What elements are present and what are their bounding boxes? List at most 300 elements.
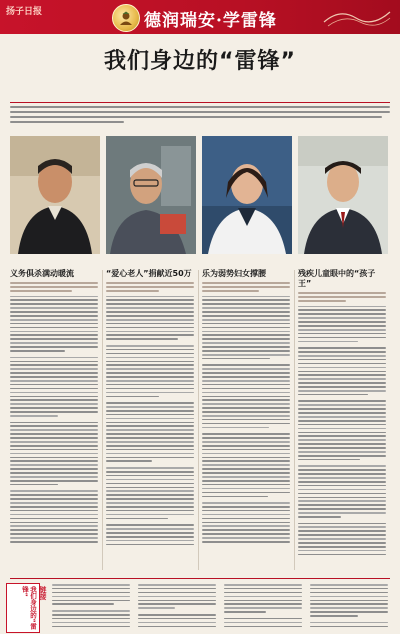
- text-line: [106, 315, 194, 317]
- text-line: [202, 403, 290, 405]
- text-line: [224, 611, 266, 613]
- text-line: [10, 372, 98, 374]
- text-line: [202, 334, 290, 336]
- text-line: [298, 523, 386, 525]
- text-line: [106, 471, 194, 473]
- story-title: 乐为弱势妇女撑腰: [202, 269, 266, 278]
- text-line: [106, 536, 194, 538]
- text-line: [10, 525, 98, 527]
- text-line: [202, 472, 290, 474]
- text-line: [106, 334, 194, 336]
- text-line: [10, 518, 98, 520]
- text-line: [202, 441, 290, 443]
- text-line: [10, 319, 98, 321]
- text-line: [298, 542, 386, 544]
- column-divider: [102, 270, 103, 570]
- text-line: [106, 429, 194, 431]
- text-line: [106, 460, 152, 462]
- text-line: [310, 626, 388, 628]
- story-quote: [10, 282, 98, 292]
- text-line: [202, 327, 290, 329]
- text-line: [10, 468, 98, 470]
- text-line: [10, 502, 98, 504]
- text-line: [298, 485, 386, 487]
- text-line: [106, 502, 194, 504]
- text-line: [10, 296, 98, 298]
- text-line: [10, 514, 98, 516]
- text-line: [298, 404, 386, 406]
- text-line: [224, 622, 302, 624]
- column-title: 德润瑞安·学雷锋: [144, 11, 277, 31]
- text-line: [106, 311, 194, 313]
- text-line: [106, 494, 194, 496]
- text-line: [298, 469, 386, 471]
- text-line: [10, 490, 98, 492]
- text-line: [106, 479, 194, 481]
- text-line: [106, 510, 194, 512]
- text-line: [202, 376, 290, 378]
- text-line: [106, 402, 194, 404]
- text-line: [106, 475, 194, 477]
- text-line: [298, 493, 386, 495]
- text-line: [298, 325, 386, 327]
- text-line: [10, 422, 98, 424]
- text-line: [52, 584, 130, 586]
- text-line: [106, 528, 194, 530]
- story-column: [10, 268, 98, 574]
- text-line: [202, 468, 290, 470]
- text-line: [106, 376, 194, 378]
- text-line: [202, 537, 290, 539]
- text-line: [106, 483, 194, 485]
- text-line: [298, 367, 386, 369]
- text-line: [106, 532, 194, 534]
- story-column: [106, 268, 194, 574]
- text-line: [52, 588, 130, 590]
- text-line: [10, 437, 98, 439]
- text-line: [138, 618, 216, 620]
- text-line: [10, 299, 98, 301]
- text-line: [10, 346, 98, 348]
- paper-name: 扬子日报: [6, 7, 43, 17]
- story-title: 义务俱杀满动暖流: [10, 269, 74, 278]
- text-line: [10, 323, 98, 325]
- text-line: [106, 372, 194, 374]
- text-line: [106, 487, 194, 489]
- text-line: [298, 516, 341, 518]
- text-line: [202, 437, 290, 439]
- text-line: [298, 435, 386, 437]
- text-line: [298, 378, 386, 380]
- text-line: [106, 445, 194, 447]
- text-line: [10, 407, 98, 409]
- text-line: [10, 364, 98, 366]
- text-line: [10, 380, 98, 382]
- text-line: [10, 311, 98, 313]
- text-line: [298, 317, 386, 319]
- text-line: [10, 392, 98, 394]
- text-line: [106, 514, 194, 516]
- text-line: [202, 411, 290, 413]
- text-line: [298, 459, 360, 461]
- text-line: [106, 361, 194, 363]
- text-line: [106, 518, 168, 520]
- text-line: [202, 396, 290, 398]
- text-line: [106, 327, 194, 329]
- text-line: [106, 380, 194, 382]
- text-line: [298, 538, 386, 540]
- text-line: [298, 416, 386, 418]
- text-line: [106, 388, 194, 390]
- text-line: [202, 488, 290, 490]
- text-line: [298, 337, 386, 339]
- text-line: [202, 415, 290, 417]
- text-line: [202, 457, 290, 459]
- text-line: [298, 546, 386, 548]
- text-line: [202, 476, 290, 478]
- story-body: [106, 296, 194, 546]
- related-label: 链接: [39, 586, 47, 600]
- text-line: [106, 353, 194, 355]
- text-line: [202, 354, 290, 356]
- text-line: [298, 333, 386, 335]
- text-line: [202, 392, 290, 394]
- text-line: [202, 419, 290, 421]
- text-line: [106, 349, 194, 351]
- text-line: [298, 371, 386, 373]
- text-line: [298, 477, 386, 479]
- text-line: [310, 588, 388, 590]
- text-line: [106, 425, 194, 427]
- text-line: [298, 451, 386, 453]
- text-line: [106, 540, 194, 542]
- text-line: [52, 600, 130, 602]
- text-line: [10, 303, 98, 305]
- text-line: [10, 399, 98, 401]
- decorative-swirl-icon: [322, 6, 392, 28]
- text-line: [298, 504, 386, 506]
- text-line: [298, 455, 386, 457]
- text-line: [224, 626, 302, 628]
- text-line: [298, 447, 386, 449]
- text-line: [202, 338, 290, 340]
- text-line: [106, 441, 194, 443]
- text-line: [298, 420, 386, 422]
- text-line: [10, 533, 98, 535]
- text-line: [52, 592, 130, 594]
- text-line: [106, 506, 194, 508]
- text-line: [202, 364, 290, 366]
- text-line: [106, 457, 194, 459]
- related-text-column: [52, 584, 130, 630]
- text-line: [298, 432, 386, 434]
- text-line: [106, 524, 194, 526]
- text-line: [10, 494, 98, 496]
- related-text-column: [224, 584, 302, 630]
- text-line: [202, 346, 290, 348]
- text-line: [106, 331, 194, 333]
- text-line: [224, 600, 302, 602]
- text-line: [202, 358, 270, 360]
- text-line: [52, 622, 130, 624]
- text-line: [52, 618, 130, 620]
- text-line: [202, 445, 290, 447]
- text-line: [138, 614, 216, 616]
- text-line: [10, 388, 98, 390]
- text-line: [298, 329, 386, 331]
- text-line: [298, 309, 386, 311]
- text-line: [10, 537, 98, 539]
- text-line: [298, 374, 386, 376]
- text-line: [10, 396, 98, 398]
- divider: [10, 102, 390, 103]
- text-line: [298, 390, 386, 392]
- text-line: [298, 526, 386, 528]
- lead-paragraph: [10, 106, 390, 132]
- text-line: [298, 439, 386, 441]
- text-line: [202, 492, 290, 494]
- text-line: [202, 331, 290, 333]
- divider: [10, 578, 390, 579]
- text-line: [138, 622, 216, 624]
- text-line: [106, 364, 194, 366]
- text-line: [10, 338, 98, 340]
- text-line: [310, 611, 388, 613]
- text-line: [298, 341, 358, 343]
- text-line: [106, 433, 194, 435]
- text-line: [10, 403, 98, 405]
- text-line: [106, 307, 194, 309]
- text-line: [138, 607, 175, 609]
- text-line: [298, 424, 386, 426]
- text-line: [298, 351, 386, 353]
- text-line: [10, 445, 98, 447]
- portrait-photo: [202, 136, 292, 254]
- text-line: [298, 465, 386, 467]
- text-line: [298, 363, 386, 365]
- text-line: [106, 384, 194, 386]
- text-line: [298, 400, 386, 402]
- text-line: [224, 584, 302, 586]
- text-line: [298, 313, 386, 315]
- text-line: [138, 626, 216, 628]
- text-line: [202, 388, 290, 390]
- page-headline: 我们身边的“雷锋”: [104, 49, 296, 74]
- text-line: [106, 319, 194, 321]
- portrait-photo: [10, 136, 100, 254]
- text-line: [202, 342, 290, 344]
- text-line: [202, 323, 290, 325]
- text-line: [298, 347, 386, 349]
- text-line: [298, 306, 386, 308]
- text-line: [138, 603, 216, 605]
- text-line: [106, 338, 178, 340]
- text-line: [106, 544, 194, 546]
- text-line: [298, 386, 386, 388]
- text-line: [224, 618, 302, 620]
- text-line: [202, 522, 290, 524]
- text-line: [106, 418, 194, 420]
- text-line: [106, 368, 194, 370]
- text-line: [202, 529, 290, 531]
- text-line: [298, 443, 386, 445]
- text-line: [298, 554, 386, 556]
- text-line: [202, 433, 290, 435]
- text-line: [298, 394, 368, 396]
- text-line: [310, 603, 388, 605]
- text-line: [202, 510, 290, 512]
- column-divider: [294, 270, 295, 570]
- text-line: [138, 584, 216, 586]
- text-line: [202, 372, 290, 374]
- text-line: [10, 522, 98, 524]
- text-line: [310, 596, 388, 598]
- text-line: [10, 484, 58, 486]
- text-line: [202, 423, 290, 425]
- text-line: [202, 368, 290, 370]
- text-line: [310, 615, 358, 617]
- text-line: [106, 498, 194, 500]
- text-line: [106, 449, 194, 451]
- text-line: [224, 607, 302, 609]
- text-line: [106, 414, 194, 416]
- text-line: [310, 607, 388, 609]
- text-line: [10, 342, 98, 344]
- text-line: [10, 376, 98, 378]
- text-line: [298, 500, 386, 502]
- text-line: [106, 299, 194, 301]
- text-line: [298, 550, 386, 552]
- text-line: [10, 429, 98, 431]
- text-line: [10, 327, 98, 329]
- text-line: [202, 518, 290, 520]
- text-line: [106, 437, 194, 439]
- text-line: [106, 303, 194, 305]
- text-line: [52, 603, 114, 605]
- text-line: [52, 626, 130, 628]
- text-line: [202, 525, 290, 527]
- text-line: [202, 319, 290, 321]
- text-line: [298, 408, 386, 410]
- text-line: [10, 425, 98, 427]
- text-line: [106, 396, 159, 398]
- text-line: [298, 412, 386, 414]
- text-line: [298, 481, 386, 483]
- text-line: [202, 407, 290, 409]
- text-line: [298, 355, 386, 357]
- text-line: [224, 592, 302, 594]
- related-text: [52, 584, 390, 630]
- text-line: [202, 299, 290, 301]
- text-line: [106, 296, 194, 298]
- column-divider: [198, 270, 199, 570]
- related-title: 我们身边的“雷锋”: [21, 586, 37, 630]
- text-line: [106, 410, 194, 412]
- story-body: [202, 296, 290, 543]
- text-line: [106, 422, 194, 424]
- story-quote: [298, 292, 386, 302]
- text-line: [10, 453, 98, 455]
- text-line: [298, 321, 386, 323]
- text-line: [10, 411, 98, 413]
- text-line: [10, 307, 98, 309]
- text-line: [298, 428, 386, 430]
- text-line: [202, 533, 290, 535]
- related-box: [6, 583, 40, 633]
- text-line: [106, 467, 194, 469]
- related-text-column: [138, 584, 216, 630]
- text-line: [52, 614, 130, 616]
- story-body: [10, 296, 98, 543]
- text-line: [106, 357, 194, 359]
- text-line: [10, 506, 98, 508]
- text-line: [10, 384, 98, 386]
- text-line: [202, 506, 290, 508]
- text-line: [10, 368, 98, 370]
- text-line: [298, 530, 386, 532]
- portrait-photo: [298, 136, 388, 254]
- text-line: [52, 596, 130, 598]
- text-line: [202, 480, 290, 482]
- text-line: [202, 484, 290, 486]
- text-line: [10, 334, 98, 336]
- text-line: [202, 464, 290, 466]
- text-line: [52, 610, 130, 612]
- text-line: [202, 303, 290, 305]
- story-quote: [106, 282, 194, 292]
- text-line: [10, 464, 98, 466]
- text-line: [202, 315, 290, 317]
- text-line: [106, 453, 194, 455]
- story-columns: [10, 268, 390, 574]
- text-line: [202, 496, 268, 498]
- text-line: [298, 534, 386, 536]
- text-line: [202, 350, 290, 352]
- text-line: [202, 307, 290, 309]
- text-line: [10, 472, 98, 474]
- text-line: [202, 427, 269, 429]
- text-line: [10, 357, 98, 359]
- text-line: [106, 490, 194, 492]
- text-line: [138, 588, 216, 590]
- lei-feng-emblem-icon: [112, 4, 140, 32]
- text-line: [298, 489, 386, 491]
- text-line: [10, 433, 98, 435]
- text-line: [202, 541, 290, 543]
- story-title: 残疾儿童眼中的“孩子王”: [298, 269, 376, 288]
- text-line: [310, 584, 388, 586]
- story-column: [202, 268, 290, 574]
- text-line: [202, 399, 290, 401]
- text-line: [10, 350, 65, 352]
- portrait-row: [10, 136, 390, 264]
- text-line: [10, 529, 98, 531]
- text-line: [106, 323, 194, 325]
- text-line: [106, 392, 194, 394]
- text-line: [10, 541, 98, 543]
- text-line: [202, 502, 290, 504]
- text-line: [202, 449, 290, 451]
- story-body: [298, 306, 386, 556]
- text-line: [310, 592, 388, 594]
- text-line: [202, 453, 290, 455]
- text-line: [106, 406, 194, 408]
- text-line: [298, 382, 386, 384]
- text-line: [10, 476, 98, 478]
- text-line: [202, 514, 290, 516]
- text-line: [10, 457, 98, 459]
- text-line: [224, 596, 302, 598]
